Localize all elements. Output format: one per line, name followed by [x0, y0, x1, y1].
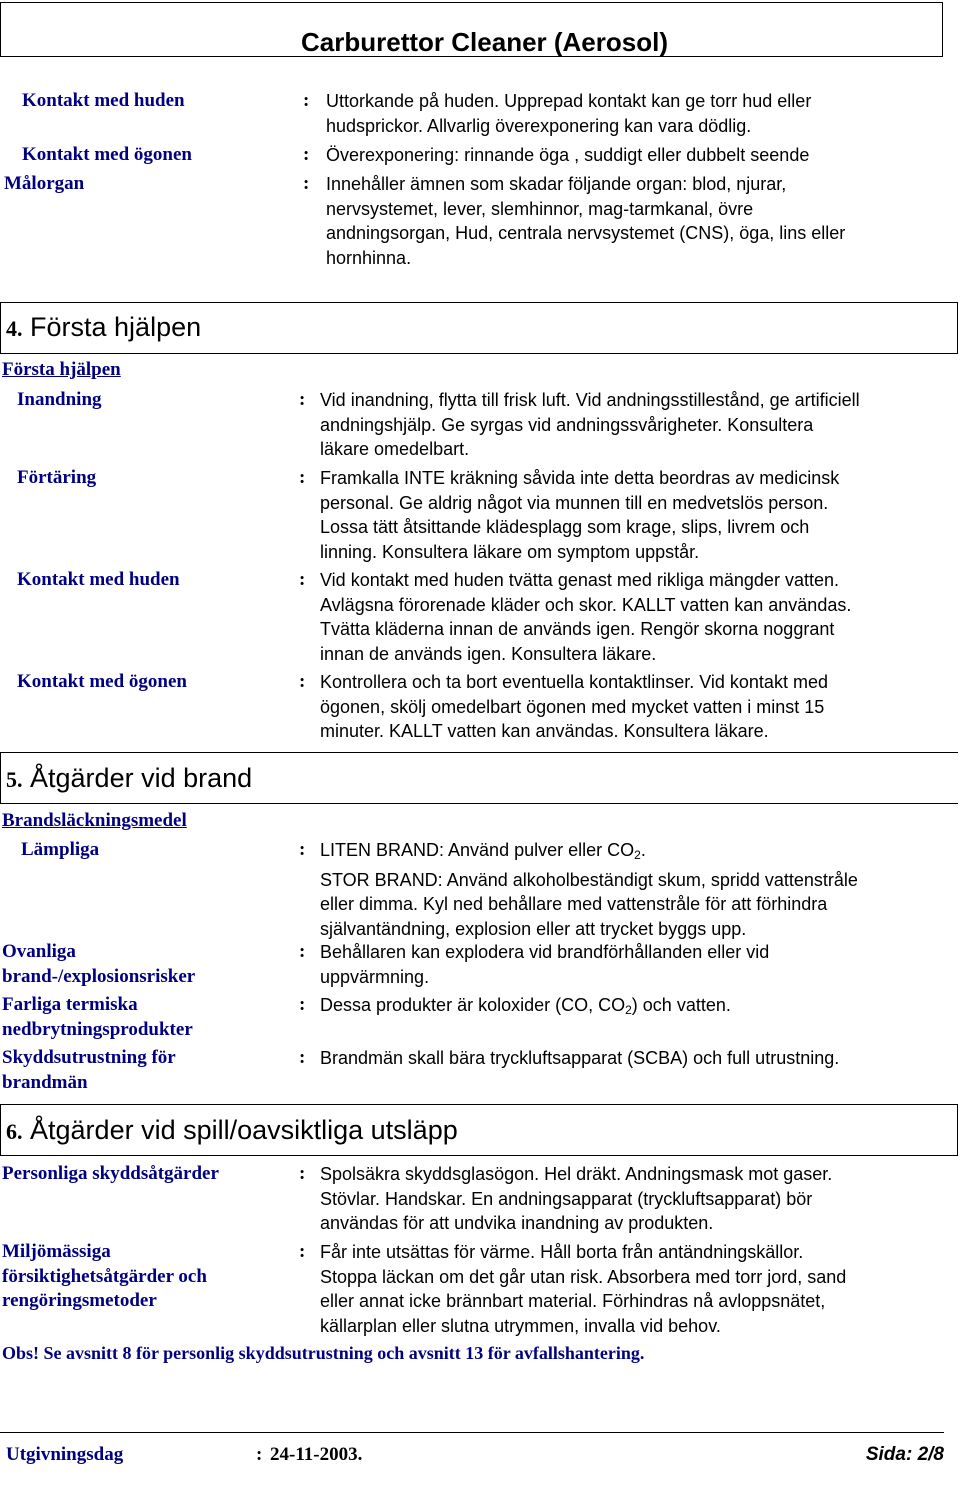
value-skin-contact-first-aid [320, 568, 851, 666]
text-line: eller dimma. Kyl ned behållare med vattenstråle för att förhindra [320, 894, 828, 914]
text-line: . [640, 840, 646, 860]
text-line: STOR BRAND: Använd alkoholbeständigt skum, spridd vattenstråle [320, 869, 858, 890]
text-line: personal. Ge aldrig något via munnen till en medvetslös person. [320, 492, 829, 513]
label-unusual-hazards [2, 940, 195, 989]
label-inhalation: Inandning [17, 389, 102, 410]
text-line: Behållaren kan explodera vid brandförhållanden eller vid [320, 942, 770, 962]
document-title: Carburettor Cleaner (Aerosol) [301, 27, 668, 57]
value-environmental-precautions [320, 1240, 846, 1338]
label-target-organs: Målorgan [4, 173, 85, 194]
value-firefighter-equipment [320, 1046, 839, 1071]
text-line: Vid kontakt med huden tvätta genast med rikliga mängder vatten. [320, 570, 839, 590]
colon: : [299, 1047, 306, 1068]
text-line: Vid inandning, flytta till frisk luft. Vid andningsstillestånd, ge artificiell [320, 390, 860, 410]
value-suitable [320, 838, 858, 941]
text-line: eller annat icke brännbart material. Förhindras nå avloppsnätet, [320, 1291, 826, 1311]
section-4-header [0, 302, 958, 354]
text-line: självantändning, explosion eller att trycket byggs upp. [320, 918, 747, 939]
text-line: innan de används igen. Konsultera läkare. [320, 643, 657, 664]
text-line: källarplan eller slutna utrymmen, invalla vid behov. [320, 1315, 721, 1336]
value-personal-precautions [320, 1162, 832, 1236]
label-ingestion: Förtäring [17, 467, 97, 488]
colon: : [299, 569, 306, 590]
section-title: Åtgärder vid spill/oavsiktliga utsläpp [30, 1115, 458, 1145]
section-5-header [0, 752, 958, 804]
text-line: Dessa produkter är koloxider (CO, CO [320, 995, 626, 1015]
label-line: brand-/explosionsrisker [2, 965, 196, 987]
value-unusual-hazards [320, 940, 769, 989]
section-number: 5. [6, 767, 23, 792]
text-line: LITEN BRAND: Använd pulver eller CO [320, 840, 635, 860]
text-line: ögonen, skölj omedelbart ögonen med mycket vatten i minst 15 [320, 696, 825, 717]
value-eye-contact [326, 143, 809, 168]
text-line: Uttorkande på huden. Upprepad kontakt kan ge torr hud eller [326, 91, 812, 111]
text-line: Stövlar. Handskar. En andningsapparat (tryckluftsapparat) bör [320, 1188, 813, 1209]
text-line: Får inte utsättas för värme. Håll borta från antändningskällor. [320, 1242, 804, 1262]
label-line: Ovanliga [2, 941, 76, 962]
label-skin-contact: Kontakt med huden [22, 90, 185, 111]
colon: : [303, 90, 310, 111]
text-line: hudsprickor. Allvarlig överexponering kan vara dödlig. [326, 115, 752, 136]
value-skin-contact [326, 89, 811, 138]
label-line: nedbrytningsprodukter [2, 1018, 193, 1040]
text-line: Framkalla INTE kräkning såvida inte detta beordras av medicinsk [320, 468, 840, 488]
title-box [0, 2, 943, 57]
text-line: uppvärmning. [320, 966, 430, 987]
label-firefighter-equipment [2, 1046, 176, 1095]
label-line: brandmän [2, 1071, 88, 1093]
subscript: 2 [634, 848, 641, 862]
label-line: rengöringsmetoder [2, 1290, 157, 1311]
label-line: Miljömässiga [2, 1241, 111, 1262]
colon: : [299, 994, 306, 1015]
label-eye-contact: Kontakt med ögonen [22, 144, 192, 165]
footer-issue-date: 24-11-2003. [270, 1444, 363, 1465]
text-line: andningsorgan, Hud, centrala nervsystemet (CNS), öga, lins eller [326, 223, 846, 243]
label-skin-contact-first-aid: Kontakt med huden [17, 569, 180, 590]
footer-issue-date-label: Utgivningsdag [6, 1444, 124, 1465]
colon: : [299, 941, 306, 962]
label-line: Farliga termiska [2, 994, 138, 1015]
text-line: minuter. KALLT vatten kan användas. Konsultera läkare. [320, 721, 769, 741]
text-line: andningshjälp. Ge syrgas vid andningssvårigheter. Konsultera [320, 414, 814, 435]
text-line: Överexponering: rinnande öga , suddigt eller dubbelt seende [326, 145, 810, 165]
subheading-extinguishing-media: Brandsläckningsmedel [2, 810, 187, 831]
value-target-organs [326, 172, 845, 270]
subheading-first-aid: Första hjälpen [2, 359, 121, 380]
subscript: 2 [625, 1003, 632, 1017]
note-see-sections: Obs! Se avsnitt 8 för personlig skyddsutrustning och avsnitt 13 för avfallshantering. [2, 1343, 645, 1363]
section-number: 6. [6, 1119, 23, 1144]
colon: : [303, 144, 310, 165]
footer-page-number: Sida: 2/8 [865, 1444, 944, 1465]
colon: : [299, 1163, 306, 1184]
text-line: användas för att undvika inandning av produkten. [320, 1213, 714, 1233]
text-line: Innehåller ämnen som skadar följande organ: blod, njurar, [326, 174, 787, 194]
label-environmental-precautions [2, 1240, 207, 1314]
section-title: Första hjälpen [30, 312, 202, 342]
text-line: linning. Konsultera läkare om symptom uppstår. [320, 541, 700, 562]
colon: : [299, 467, 306, 488]
text-line: Kontrollera och ta bort eventuella kontaktlinser. Vid kontakt med [320, 672, 828, 692]
label-personal-precautions [2, 1162, 219, 1187]
colon: : [299, 839, 306, 860]
footer-divider [0, 1432, 944, 1433]
text-line: Lossa tätt åtsittande klädesplagg som krage, slips, livrem och [320, 517, 810, 537]
text-line: Tvätta kläderna innan de används igen. Rengör skorna noggrant [320, 619, 835, 639]
text-line: Brandmän skall bära tryckluftsapparat (SCBA) och full utrustning. [320, 1048, 840, 1068]
label-line: försiktighetsåtgärder och [2, 1265, 207, 1287]
text-line: läkare omedelbart. [320, 439, 470, 459]
label-line: Personliga skyddsåtgärder [2, 1163, 219, 1184]
colon: : [299, 389, 306, 410]
value-inhalation [320, 388, 860, 462]
label-suitable: Lämpliga [21, 839, 100, 860]
text-line: Stoppa läckan om det går utan risk. Absorbera med torr jord, sand [320, 1266, 847, 1287]
label-eye-contact-first-aid: Kontakt med ögonen [17, 671, 187, 692]
value-ingestion [320, 466, 839, 564]
label-line: Skyddsutrustning för [2, 1047, 176, 1068]
text-line: Avlägsna förorenade kläder och skor. KALLT vatten kan användas. [320, 594, 852, 615]
colon: : [256, 1444, 263, 1465]
section-6-header [0, 1104, 958, 1156]
colon: : [303, 173, 310, 194]
colon: : [299, 671, 306, 692]
text-line: Spolsäkra skyddsglasögon. Hel dräkt. Andningsmask mot gaser. [320, 1164, 833, 1184]
text-line: hornhinna. [326, 247, 412, 268]
colon: : [299, 1241, 306, 1262]
section-number: 4. [6, 316, 23, 341]
value-eye-contact-first-aid [320, 670, 828, 744]
text-line: nervsystemet, lever, slemhinnor, mag-tarmkanal, övre [326, 198, 754, 219]
text-line: ) och vatten. [631, 995, 731, 1015]
label-decomposition-products [2, 993, 193, 1042]
section-title: Åtgärder vid brand [30, 763, 253, 793]
value-decomposition-products [320, 993, 731, 1023]
